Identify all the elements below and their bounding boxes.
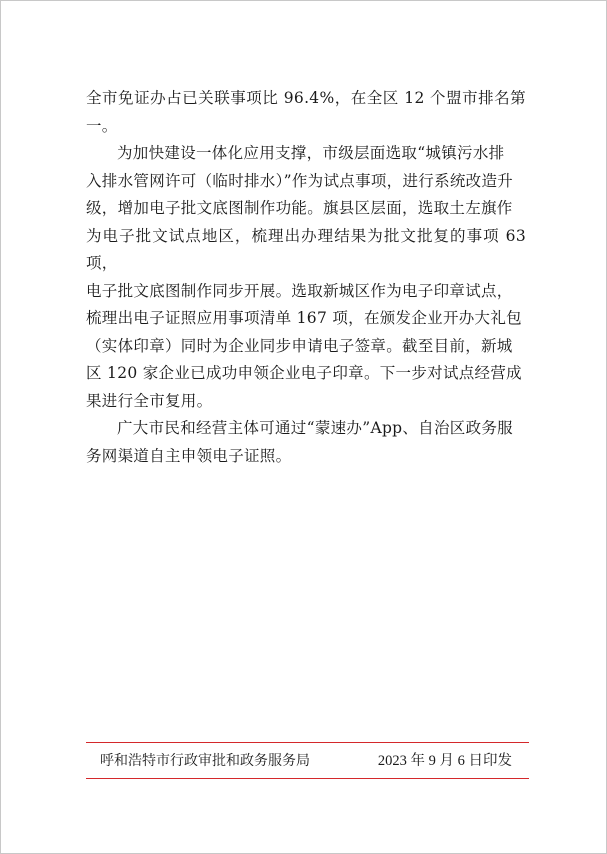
paragraph-3 [86, 415, 526, 470]
paragraph-2-line-3: 级，增加电子批文底图制作功能。旗县区层面，选取土左旗作 [86, 199, 513, 217]
paragraph-3-line-2: 务网渠道自主申领电子证照。 [86, 446, 292, 465]
paragraph-2 [86, 140, 526, 415]
footer-bottom-rule [86, 778, 529, 779]
paragraph-2-line-4: 为电子批文试点地区，梳理出办理结果为批文批复的事项 63 项， [86, 226, 526, 272]
paragraph-2-line-7: （实体印章）同时为企业同步申请电子签章。截至目前，新城 [86, 336, 513, 355]
paragraph-2-line-2: 入排水管网许可（临时排水）”作为试点事项，进行系统改造升 [86, 171, 514, 190]
paragraph-1-line-1: 全市免证办占已关联事项比 96.4%，在全区 12 个盟市排名第一。 [86, 89, 526, 135]
paragraph-2-line-6: 梳理出电子证照应用事项清单 167 项，在颁发企业开办大礼包 [86, 309, 522, 327]
paragraph-2-line-5: 电子批文底图制作同步开展。选取新城区作为电子印章试点， [86, 281, 513, 300]
paragraph-2-line-8: 区 120 家企业已成功申领企业电子印章。下一步对试点经营成 [86, 364, 522, 382]
paragraph-2-line-9: 果进行全市复用。 [86, 391, 213, 410]
paragraph-2-line-1: 为加快建设一体化应用支撑，市级层面选取“城镇污水排 [117, 144, 505, 162]
footer-top-rule [86, 742, 529, 743]
footer-issue-date: 2023 年 9 月 6 日印发 [377, 753, 512, 769]
paragraph-1 [86, 85, 526, 140]
document-body [86, 85, 526, 470]
paragraph-3-line-1: 广大市民和经营主体可通过“蒙速办”App、自治区政务服 [117, 419, 513, 437]
footer-issuer: 呼和浩特市行政审批和政务服务局 [100, 753, 310, 769]
